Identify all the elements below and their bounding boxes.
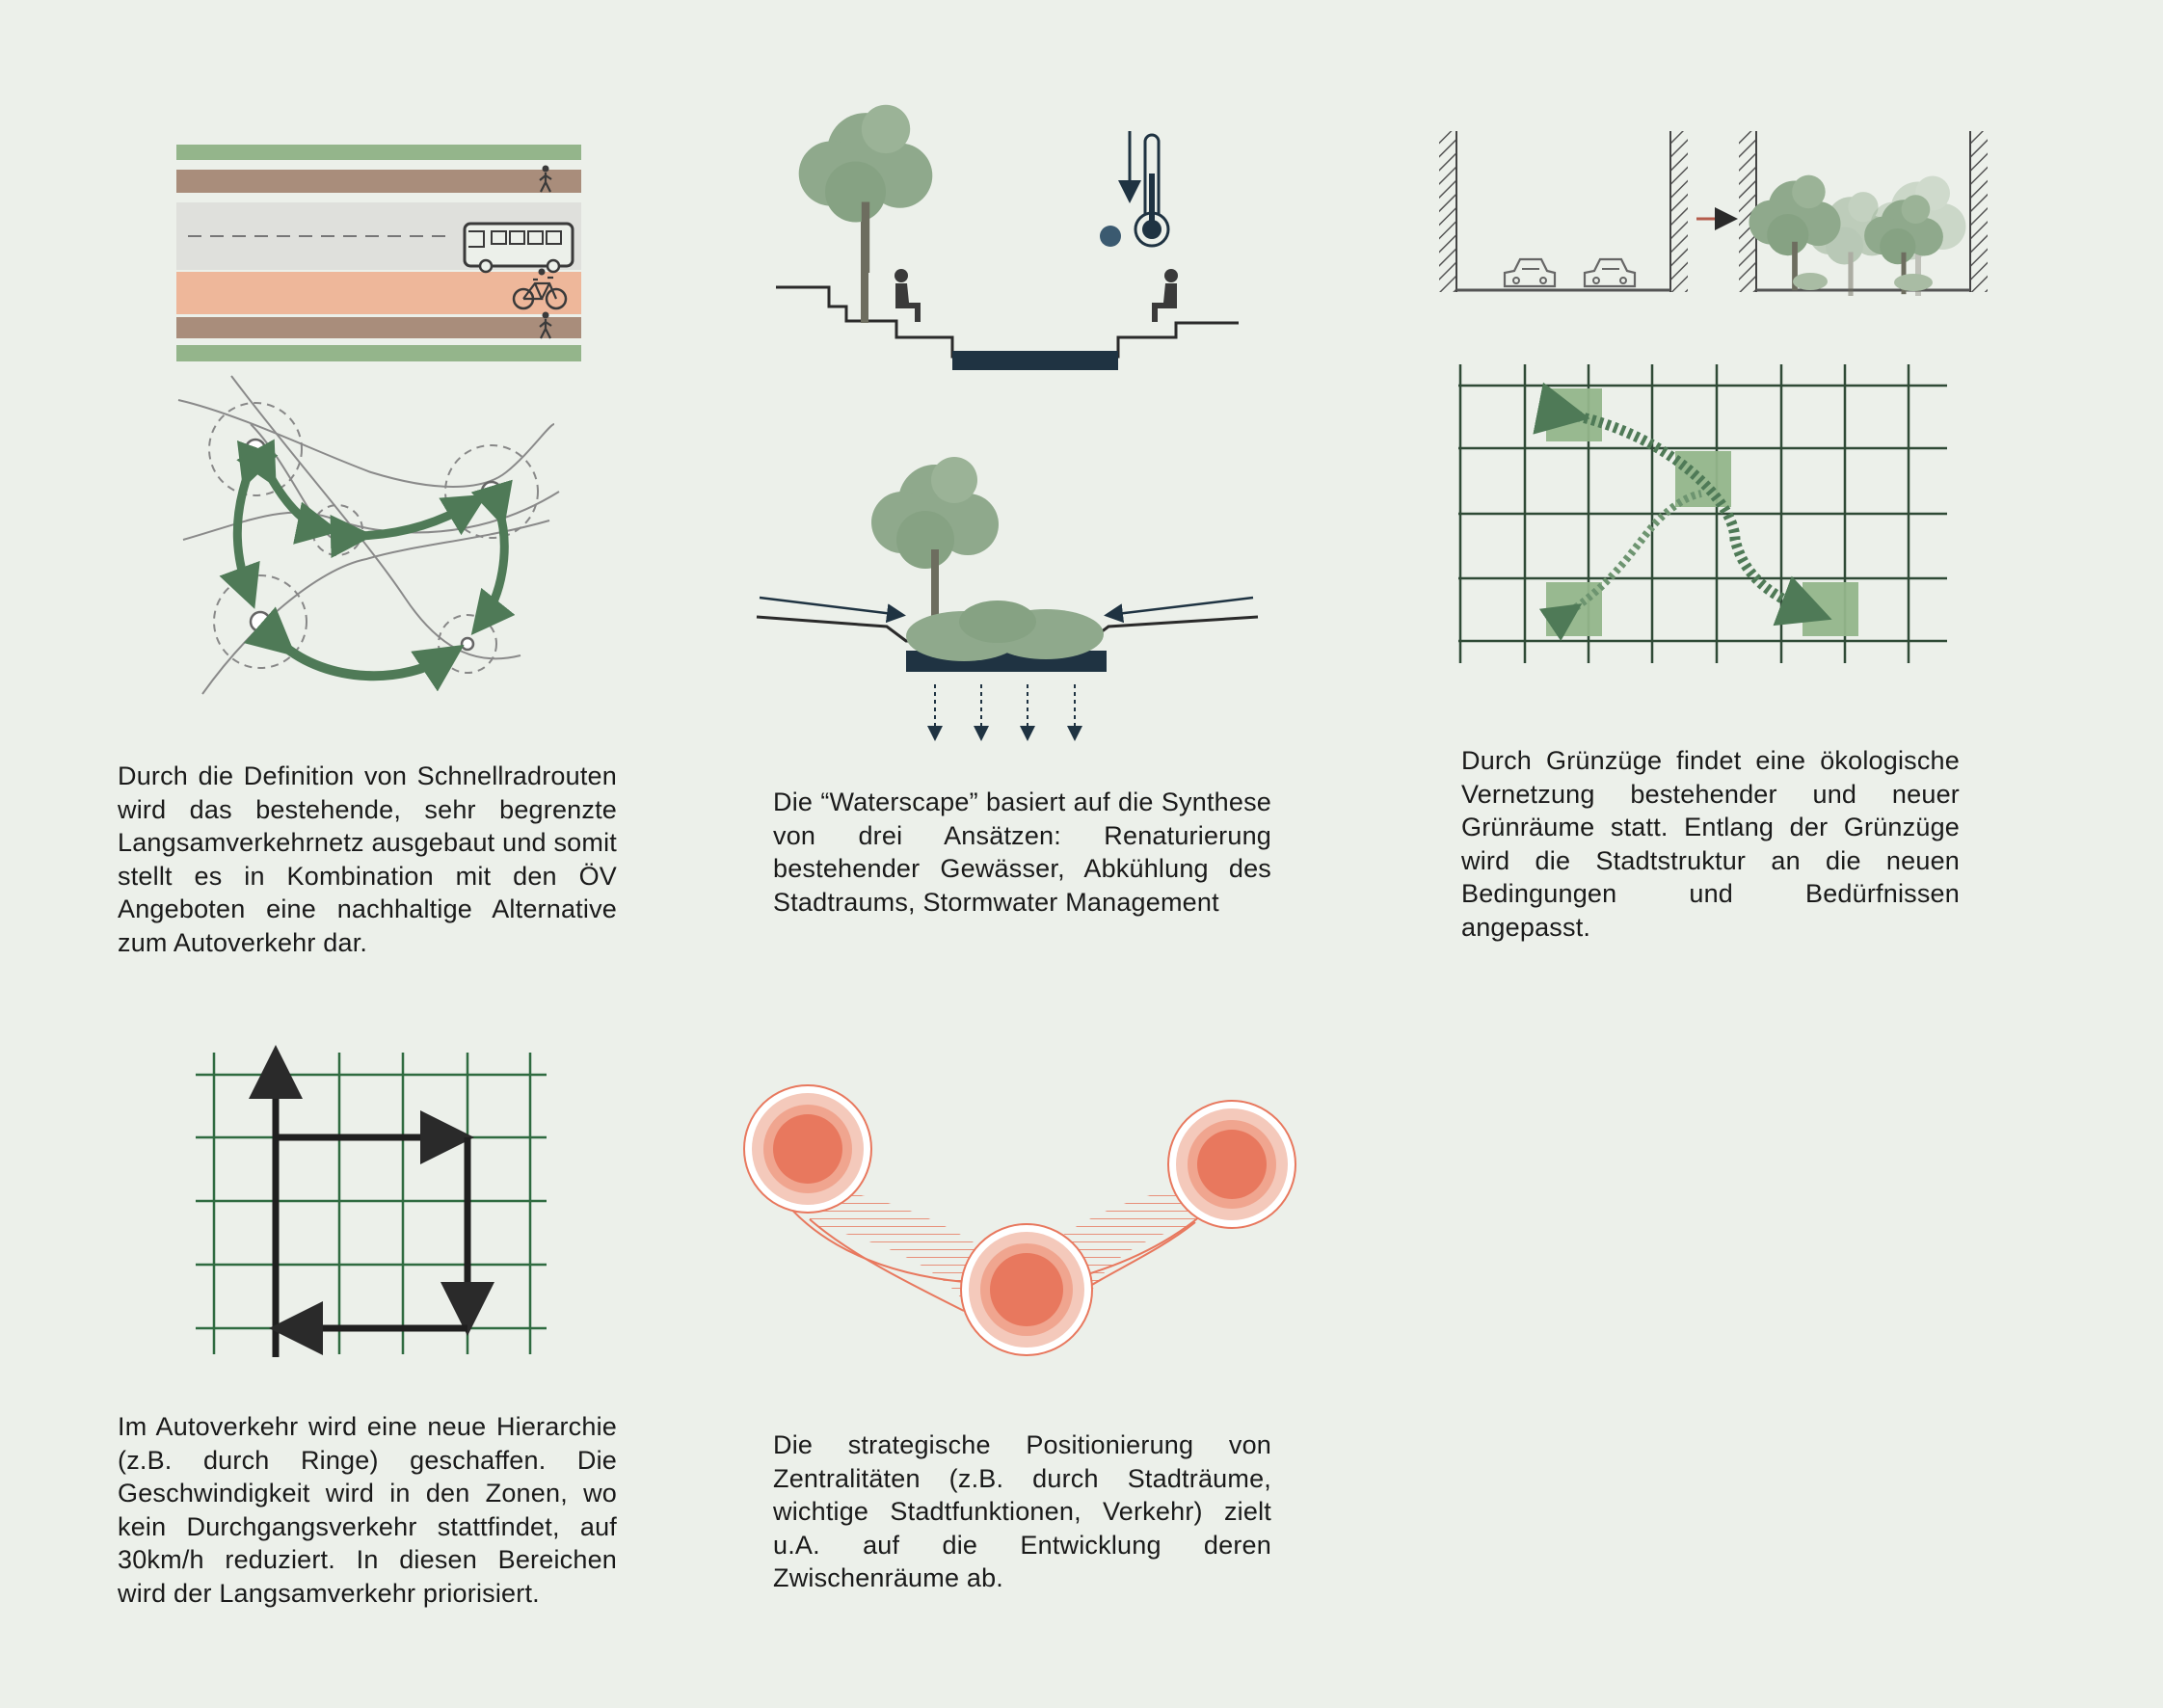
traffic-hierarchy-grid xyxy=(196,1053,547,1357)
caption-car-traffic: Im Autoverkehr wird eine neue Hierarchie (z.B. durch Ringe) geschaffen. Die Geschwindigkeit wird in den Zonen, wo kein Durchgangsverkehr stattfindet, auf 30km/h reduziert. In diesen Bereichen wird der Langsamverkehr priorisiert. xyxy=(118,1412,617,1608)
car-icon xyxy=(1585,259,1635,286)
centrality-node xyxy=(961,1224,1092,1355)
green-corridor-grid xyxy=(1458,364,1947,663)
person-sitting-icon xyxy=(1152,269,1178,322)
bike-route-network xyxy=(178,376,559,694)
car-icon xyxy=(1505,259,1555,286)
street-section xyxy=(176,145,581,361)
caption-bike-routes: Durch die Definition von Schnellradrouten wird das bestehende, sehr begrenzte Langsamverkehrnetz ausgebaut und somit stellt es in Kombination mit den ÖV Angeboten eine nachhaltige Alternative zum Autoverkehr dar. xyxy=(118,761,617,957)
bus-icon xyxy=(465,224,573,272)
centrality-node xyxy=(744,1085,871,1213)
person-sitting-icon xyxy=(895,269,921,322)
street-greening-section xyxy=(1439,131,1988,296)
centralities-diagram xyxy=(744,1085,1295,1355)
thermometer-icon xyxy=(1135,135,1168,246)
centrality-node xyxy=(1168,1101,1295,1228)
caption-waterscape: Die “Waterscape” basiert auf die Synthese von drei Ansätzen: Renaturierung bestehender Gewässer, Abkühlung des Stadtraums, Stormwater Management xyxy=(773,787,1271,917)
waterscape-section xyxy=(776,105,1239,370)
caption-green-corridors: Durch Grünzüge findet eine ökologische Vernetzung bestehender und neuer Grünräume statt. Entlang der Grünzüge wird die Stadtstruktur an die neuen Bedingungen und Bedürfnissen angepasst. xyxy=(1461,746,1960,942)
tree-icon xyxy=(1749,175,1840,291)
caption-centralities: Die strategische Positionierung von Zentralitäten (z.B. durch Stadträume, wichtige Stadtfunktionen, Verkehr) zielt u.A. auf die Entwicklung deren Zwischenräume ab. xyxy=(773,1430,1271,1593)
stormwater-basin xyxy=(757,457,1258,737)
